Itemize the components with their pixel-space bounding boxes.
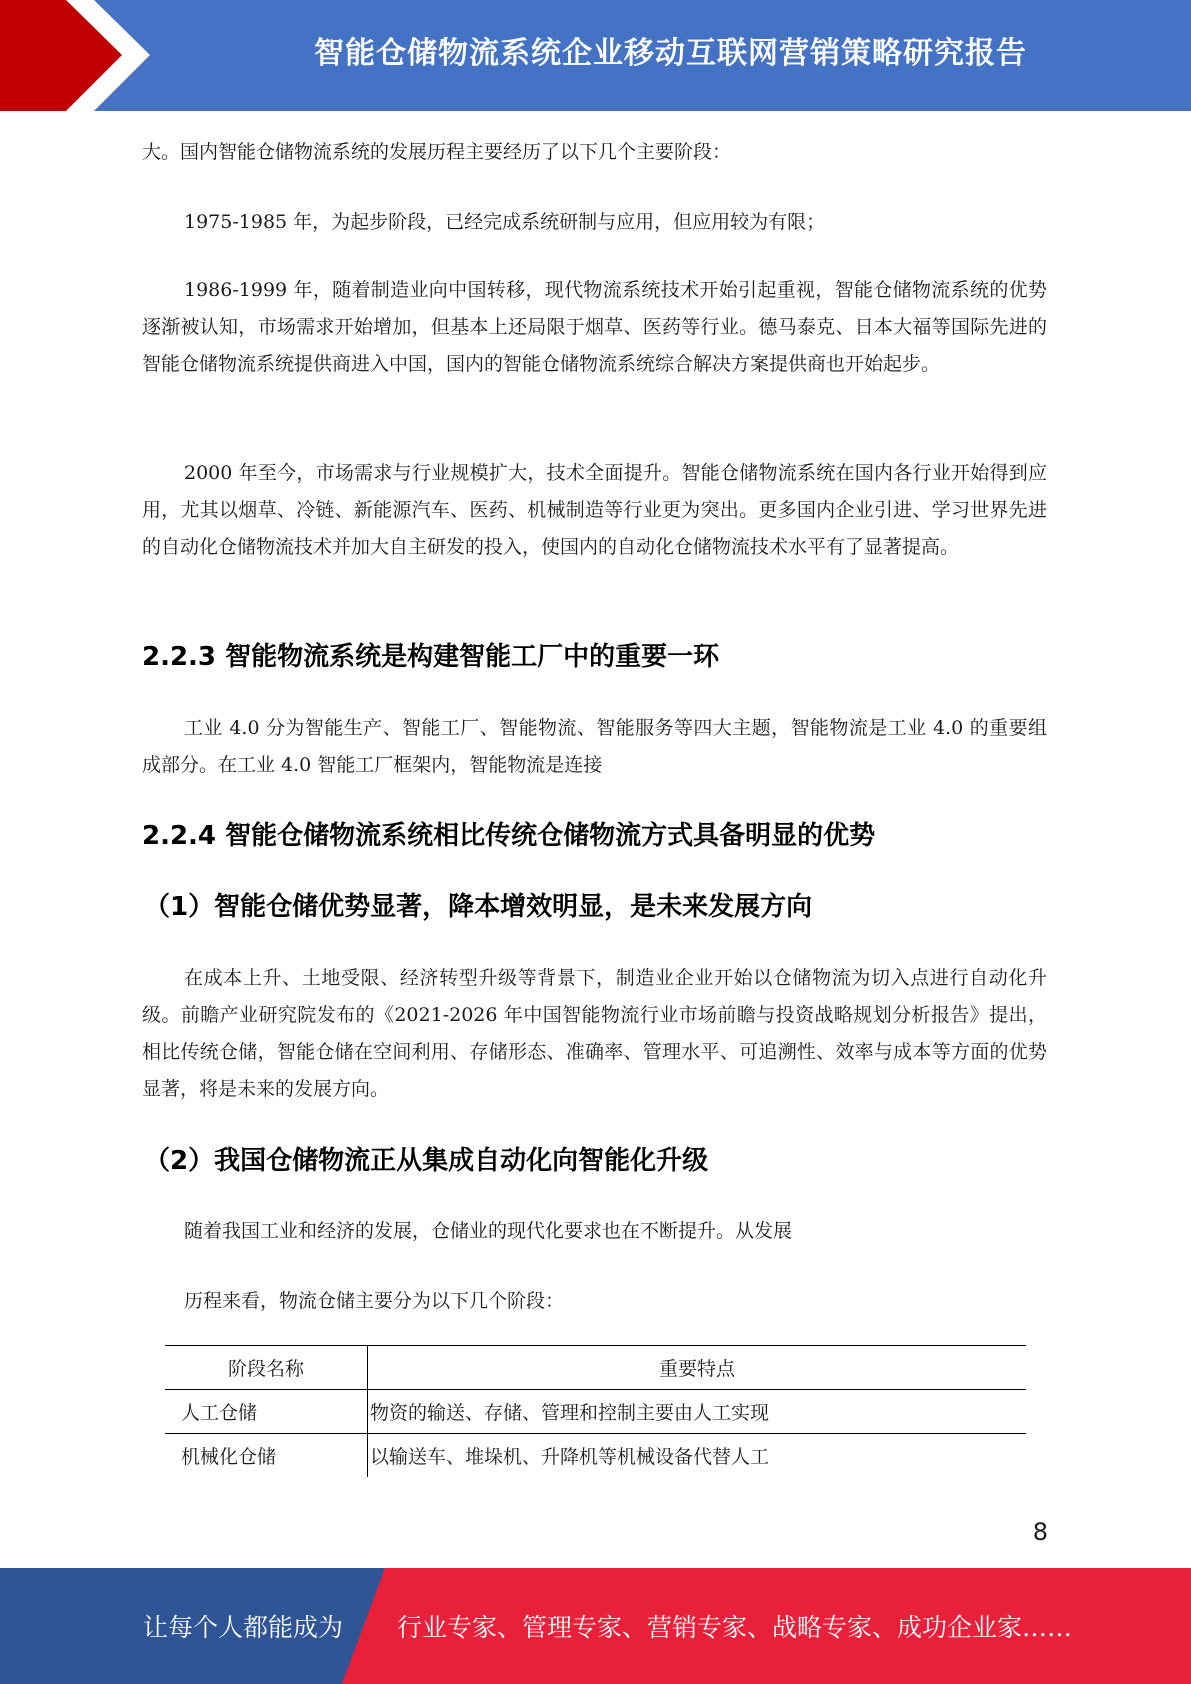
- table-cell: 机械化仓储: [165, 1434, 368, 1478]
- paragraph-text: 历程来看，物流仓储主要分为以下几个阶段：: [184, 1290, 565, 1312]
- paragraph-text: 1975-1985 年，为起步阶段，已经完成系统研制与应用，但应用较为有限；: [184, 211, 826, 233]
- paragraph-text: 随着我国工业和经济的发展，仓储业的现代化要求也在不断提升。从发展: [184, 1220, 793, 1242]
- paragraph-stages-intro: [142, 1283, 1047, 1320]
- footer-slogan-right: 行业专家、管理专家、营销专家、战略专家、成功企业家……: [397, 1613, 1073, 1642]
- subheading-2: （2）我国仓储物流正从集成自动化向智能化升级: [144, 1146, 709, 1176]
- paragraph-development: [142, 1213, 1047, 1250]
- page-footer: [0, 1568, 1191, 1684]
- table-cell: 物资的输送、存储、管理和控制主要由人工实现: [368, 1390, 1027, 1434]
- table-header-cell: 重要特点: [368, 1346, 1027, 1390]
- paragraph-text: 大。国内智能仓储物流系统的发展历程主要经历了以下几个主要阶段：: [142, 141, 732, 163]
- page-number: 8: [1032, 1518, 1048, 1546]
- table-header-cell: 阶段名称: [165, 1346, 368, 1390]
- table-cell: 人工仓储: [165, 1390, 368, 1434]
- paragraph-advantages: [142, 960, 1047, 1108]
- paragraph-text: 1986-1999 年，随着制造业向中国转移，现代物流系统技术开始引起重视，智能仓储物流系统的优势逐渐被认知，市场需求开始增加，但基本上还局限于烟草、医药等行业。德马泰克、日本大福等国际先进的智能仓储物流系统提供商进入中国，国内的智能仓储物流系统综合解决方案提供商也开始起步。: [142, 279, 1047, 375]
- page-header: [0, 0, 1191, 111]
- table-header-row: [165, 1346, 1026, 1390]
- footer-slogan-left: 让每个人都能成为: [143, 1613, 344, 1642]
- table-cell: 以输送车、堆垛机、升降机等机械设备代替人工: [370, 1446, 770, 1468]
- table-row: [165, 1434, 1026, 1478]
- paragraph-intro: [142, 134, 1047, 171]
- paragraph-industry-4: [142, 710, 1047, 784]
- paragraph-stage-1: [142, 204, 1047, 241]
- paragraph-stage-3: [142, 455, 1047, 566]
- paragraph-text: 工业 4.0 分为智能生产、智能工厂、智能物流、智能服务等四大主题，智能物流是工业 4.0 的重要组成部分。在工业 4.0 智能工厂框架内，智能物流是连接: [142, 717, 1047, 776]
- paragraph-stage-2: [142, 272, 1047, 383]
- section-heading-2-2-3: 2.2.3 智能物流系统是构建智能工厂中的重要一环: [142, 642, 720, 672]
- table-row: [165, 1390, 1026, 1434]
- paragraph-text: 在成本上升、土地受限、经济转型升级等背景下，制造业企业开始以仓储物流为切入点进行自动化升级。前瞻产业研究院发布的《2021-2026 年中国智能物流行业市场前瞻与投资战略规划分析报告》提出，相比传统仓储，智能仓储在空间利用、存储形态、准确率、管理水平、可追溯性、效率与成本等方面的优势显著，将是未来的发展方向。: [142, 967, 1047, 1100]
- section-heading-2-2-4: 2.2.4 智能仓储物流系统相比传统仓储物流方式具备明显的优势: [142, 821, 876, 851]
- header-title: 智能仓储物流系统企业移动互联网营销策略研究报告: [314, 36, 1027, 71]
- subheading-1: （1）智能仓储优势显著，降本增效明显，是未来发展方向: [144, 892, 813, 922]
- stages-table: [165, 1345, 1026, 1477]
- paragraph-text: 2000 年至今，市场需求与行业规模扩大，技术全面提升。智能仓储物流系统在国内各行业开始得到应用，尤其以烟草、冷链、新能源汽车、医药、机械制造等行业更为突出。更多国内企业引进、学习世界先进的自动化仓储物流技术并加大自主研发的投入，使国内的自动化仓储物流技术水平有了显著提高。: [142, 462, 1047, 558]
